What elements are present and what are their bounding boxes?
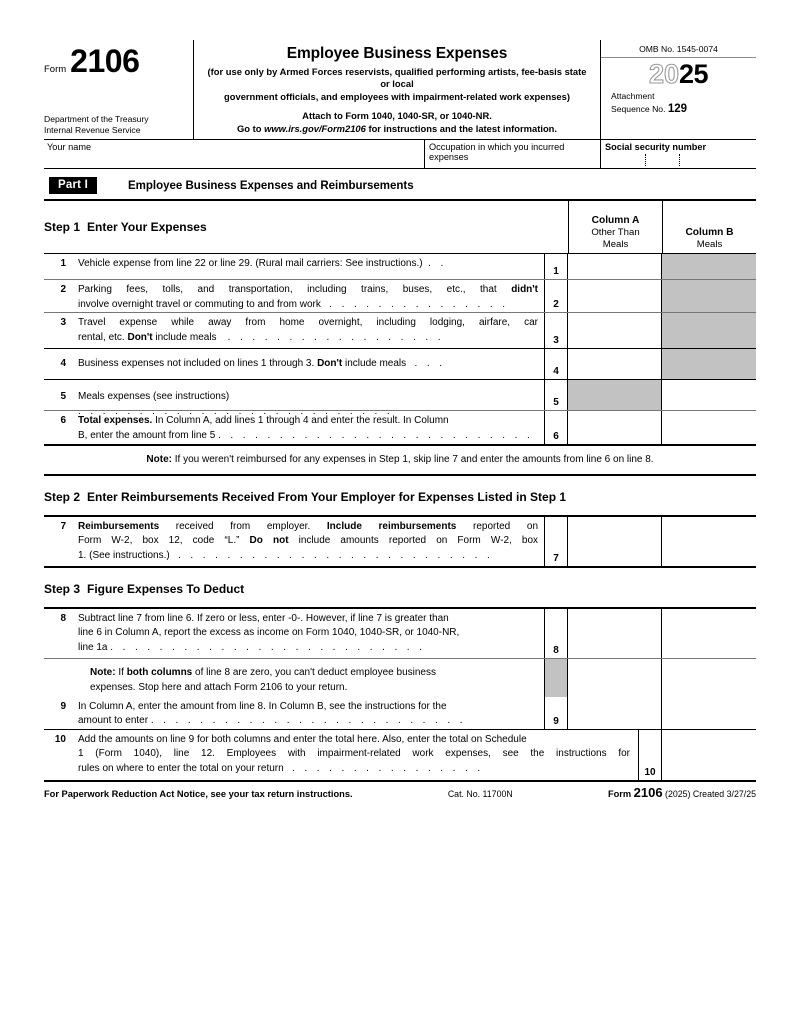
line-3-emphasis: Don't bbox=[127, 331, 153, 343]
line-5-box-number: 5 bbox=[544, 380, 568, 410]
step2-title: Enter Reimbursements Received From Your Employer for Expenses Listed in Step 1 bbox=[87, 489, 567, 504]
attachment-sequence-line bbox=[611, 102, 756, 116]
line-2-number: 2 bbox=[60, 284, 66, 296]
step3-title: Figure Expenses To Deduct bbox=[87, 581, 245, 596]
ssn-field[interactable] bbox=[601, 140, 756, 168]
header-right-block bbox=[601, 40, 756, 139]
attachment-label-1: Attachment bbox=[611, 91, 655, 101]
line-2-column-a-input[interactable] bbox=[568, 280, 662, 312]
step1-lines-grid bbox=[44, 254, 756, 446]
line-number-column-spacer bbox=[544, 201, 568, 253]
line-8-note-number-spacer bbox=[544, 659, 568, 697]
line-5-column-a-shaded bbox=[568, 380, 662, 410]
column-b-header bbox=[662, 201, 756, 253]
line-4-column-a-input[interactable] bbox=[568, 349, 662, 379]
line-2-label-a: Parking fees, tolls, and transportation, including trains, buses, etc., that bbox=[78, 284, 512, 296]
line-1-number: 1 bbox=[60, 258, 66, 270]
line-7-emphasis-a: Reimbursements bbox=[78, 520, 160, 532]
footer-year-created: (2025) Created 3/27/25 bbox=[665, 788, 756, 799]
department-line-2: Internal Revenue Service bbox=[44, 125, 141, 136]
line-3-leader: . . . . . . . . . . . . . . . . . . bbox=[227, 331, 444, 343]
line-1-text bbox=[78, 257, 538, 272]
line-9-text bbox=[78, 700, 538, 729]
paperwork-notice: For Paperwork Reduction Act Notice, see your tax return instructions. bbox=[44, 788, 353, 799]
attachment-sequence bbox=[601, 89, 756, 119]
line-10-label-a: Add the amounts on line 9 for both columns and enter the total here. Also, enter the total on Schedule bbox=[78, 733, 527, 745]
line-7-column-b-input[interactable] bbox=[662, 517, 756, 566]
line-2-leader: . . . . . . . . . . . . . . . bbox=[329, 298, 509, 310]
omb-number: OMB No. 1545-0074 bbox=[601, 40, 756, 58]
column-a-sub-1: Other Than bbox=[591, 226, 640, 238]
form-footer bbox=[44, 782, 756, 800]
line-4-text bbox=[78, 357, 538, 372]
line-3-number: 3 bbox=[60, 317, 66, 329]
line-8-label-c: line 1a bbox=[78, 641, 108, 653]
occupation-field[interactable] bbox=[425, 140, 601, 168]
department-line-1: Department of the Treasury bbox=[44, 114, 149, 125]
step1-note-label: Note: bbox=[146, 454, 172, 466]
attach-to-line: Attach to Form 1040, 1040-SR, or 1040-NR. bbox=[302, 110, 492, 122]
line-3-row bbox=[44, 312, 756, 348]
line-6-row bbox=[44, 410, 756, 444]
line-10-row bbox=[44, 729, 756, 780]
line-3-description bbox=[44, 313, 544, 348]
step1-bottom-rule bbox=[44, 474, 756, 476]
line-2-box-number: 2 bbox=[544, 280, 568, 312]
line-10-description bbox=[44, 730, 638, 780]
goto-suffix: for instructions and the latest information. bbox=[365, 122, 558, 134]
goto-prefix: Go to bbox=[236, 122, 265, 134]
line-5-column-b-input[interactable] bbox=[662, 380, 756, 410]
header-left-block bbox=[44, 40, 194, 139]
line-8-note bbox=[44, 659, 544, 697]
line-2-text bbox=[78, 283, 538, 312]
step1-number: Step 1 bbox=[44, 220, 81, 235]
ssn-separator-2 bbox=[679, 154, 680, 166]
line-4-number: 4 bbox=[60, 358, 66, 370]
line-4-row bbox=[44, 348, 756, 379]
step2-lines-grid bbox=[44, 515, 756, 568]
line-8-row bbox=[44, 609, 756, 658]
line-3-column-b-shaded bbox=[662, 313, 756, 348]
occupation-field-label: Occupation in which you incurred expenses bbox=[429, 142, 565, 163]
line-3-label-b: rental, etc. bbox=[78, 331, 128, 343]
name-field-label: Your name bbox=[47, 142, 92, 153]
line-7-label-c: Form W-2, box 12, code “L.” bbox=[78, 535, 250, 547]
subtitle-line-1: (for use only by Armed Forces reservists, qualified performing artists, fee-basis state or local bbox=[207, 65, 587, 90]
line-6-column-a-input[interactable] bbox=[568, 411, 662, 444]
line-6-number: 6 bbox=[60, 415, 66, 427]
ssn-field-label: Social security number bbox=[605, 142, 707, 153]
line-10-label-b: 1 (Form 1040), line 12. Employees with impairment-related work expenses, see the instructions for bbox=[78, 748, 630, 760]
line-7-label-b: reported on bbox=[456, 520, 539, 532]
line-9-leader: . . . . . . . . . . . . . . . . . . . . . . . . . . bbox=[150, 715, 466, 727]
line-10-leader: . . . . . . . . . . . . . . . . bbox=[292, 762, 484, 774]
line-8-note-column-b-input[interactable] bbox=[662, 659, 756, 697]
line-10-total-input[interactable] bbox=[662, 730, 756, 780]
line-10-text bbox=[78, 733, 630, 777]
line-8-note-row bbox=[44, 658, 756, 697]
line-6-label-a: In Column A, add lines 1 through 4 and enter the result. In Column bbox=[152, 415, 449, 427]
column-a-title: Column A bbox=[591, 214, 640, 226]
line-7-label-e: 1. (See instructions.) bbox=[78, 549, 170, 561]
line-8-note-b: of line 8 are zero, you can't deduct employee business bbox=[192, 666, 436, 678]
line-9-column-a-input[interactable] bbox=[568, 697, 662, 729]
line-10-label-c: rules on where to enter the total on your return bbox=[78, 762, 284, 774]
form-2106 bbox=[44, 40, 756, 800]
form-subtitle bbox=[202, 66, 592, 104]
line-9-number: 9 bbox=[60, 700, 66, 712]
column-b-title: Column B bbox=[685, 227, 734, 239]
subtitle-line-2: government officials, and employees with impairment-related work expenses) bbox=[224, 90, 570, 102]
part-1-tag: Part I bbox=[49, 177, 97, 194]
line-8-column-b-input[interactable] bbox=[662, 609, 756, 658]
line-5-label: Meals expenses (see instructions) bbox=[78, 391, 230, 403]
line-2-emphasis: didn't bbox=[511, 284, 538, 296]
line-7-box-number: 7 bbox=[544, 517, 568, 566]
step2-heading bbox=[44, 490, 756, 504]
line-7-description bbox=[44, 517, 544, 566]
line-8-description bbox=[44, 609, 544, 658]
line-1-row bbox=[44, 254, 756, 279]
line-6-text bbox=[78, 414, 538, 443]
line-7-text bbox=[78, 520, 538, 564]
line-3-label-a: Travel expense while away from home overnight, including lodging, airfare, car bbox=[78, 317, 538, 329]
line-2-label-b: involve overnight travel or commuting to and from work bbox=[78, 298, 321, 310]
column-b-sub-1: Meals bbox=[696, 239, 723, 251]
line-8-note-label: Note: bbox=[90, 666, 116, 678]
footer-form-word: Form bbox=[607, 788, 632, 799]
line-7-column-a-input[interactable] bbox=[568, 517, 662, 566]
step3-lines-grid bbox=[44, 607, 756, 782]
line-6-box-number: 6 bbox=[544, 411, 568, 444]
line-3-box-number: 3 bbox=[544, 313, 568, 348]
line-7-emphasis-b: Include reimbursements bbox=[326, 520, 457, 532]
header-center-block bbox=[194, 40, 601, 139]
tax-year-century: 20 bbox=[648, 59, 679, 89]
line-8-text bbox=[78, 612, 538, 656]
goto-url-line bbox=[202, 123, 592, 136]
form-identifier bbox=[44, 40, 187, 77]
line-1-leader: . . bbox=[428, 258, 447, 270]
step1-title: Enter Your Expenses bbox=[87, 220, 207, 235]
line-5-number: 5 bbox=[60, 391, 66, 403]
step1-column-header-band bbox=[44, 201, 756, 254]
line-1-column-a-input[interactable] bbox=[568, 254, 662, 279]
line-4-box-number: 4 bbox=[544, 349, 568, 379]
line-8-note-emphasis: both columns bbox=[126, 666, 193, 678]
line-9-column-b-input[interactable] bbox=[662, 697, 756, 729]
line-4-leader: . . . bbox=[414, 358, 446, 370]
line-7-row bbox=[44, 517, 756, 566]
column-a-sub-2: Meals bbox=[602, 239, 629, 251]
taxpayer-identity-row bbox=[44, 140, 756, 169]
step1-note-text: If you weren't reimbursed for any expenses in Step 1, skip line 7 and enter the amounts from line 6 on line 8. bbox=[171, 454, 654, 466]
attach-instructions bbox=[202, 110, 592, 135]
line-1-description bbox=[44, 254, 544, 279]
line-9-box-number: 9 bbox=[544, 697, 568, 729]
line-1-label: Vehicle expense from line 22 or line 29. (Rural mail carriers: See instructions.) bbox=[78, 258, 423, 270]
line-8-label-b: line 6 in Column A, report the excess as income on Form 1040, 1040-SR, or 1040-NR, bbox=[78, 627, 460, 639]
line-3-label-c: include meals bbox=[152, 331, 217, 343]
form-number: 2106 bbox=[70, 43, 140, 79]
part-1-banner bbox=[44, 177, 756, 201]
step1-heading-text bbox=[44, 220, 207, 234]
column-a-header bbox=[568, 201, 662, 253]
footer-form-number: 2106 bbox=[633, 784, 663, 800]
line-8-note-a: If bbox=[115, 666, 127, 678]
attachment-sequence-number: 129 bbox=[667, 102, 688, 115]
step2-number: Step 2 bbox=[44, 489, 81, 504]
line-8-leader: . . . . . . . . . . . . . . . . . . . . . . . . . . bbox=[110, 641, 426, 653]
line-10-number: 10 bbox=[54, 733, 66, 745]
line-9-label-a: In Column A, enter the amount from line 8. In Column B, see the instructions for the bbox=[78, 700, 447, 712]
line-2-description bbox=[44, 280, 544, 312]
step3-heading bbox=[44, 582, 756, 596]
line-9-row bbox=[44, 697, 756, 729]
line-8-label-a: Subtract line 7 from line 6. If zero or less, enter -0-. However, if line 7 is greater than bbox=[78, 612, 449, 624]
line-7-label-d: include amounts reported on Form W-2, box bbox=[288, 535, 539, 547]
line-4-label-b: include meals bbox=[342, 358, 407, 370]
line-5-row bbox=[44, 379, 756, 417]
form-title: Employee Business Expenses bbox=[286, 45, 508, 62]
line-5-description bbox=[44, 380, 544, 417]
line-3-column-a-input[interactable] bbox=[568, 313, 662, 348]
line-4-description bbox=[44, 349, 544, 379]
line-6-column-b-input[interactable] bbox=[662, 411, 756, 444]
line-10-box-number: 10 bbox=[638, 730, 662, 780]
issuing-department bbox=[44, 114, 187, 139]
line-8-note-column-a-input[interactable] bbox=[568, 659, 662, 697]
form-header bbox=[44, 40, 756, 140]
ssn-separator-1 bbox=[645, 154, 646, 166]
line-8-note-text bbox=[44, 659, 544, 701]
line-8-column-a-input[interactable] bbox=[568, 609, 662, 658]
line-4-label-a: Business expenses not included on lines 1 through 3. bbox=[78, 358, 318, 370]
tax-year bbox=[601, 58, 756, 89]
irs-url[interactable]: www.irs.gov/Form2106 bbox=[264, 122, 366, 134]
tax-year-digits: 25 bbox=[679, 59, 709, 89]
step1-heading bbox=[44, 201, 544, 253]
line-1-column-b-shaded bbox=[662, 254, 756, 279]
line-9-label-b: amount to enter bbox=[78, 715, 149, 727]
line-2-row bbox=[44, 279, 756, 312]
catalog-number: Cat. No. 11700N bbox=[447, 788, 513, 799]
step1-note bbox=[44, 446, 756, 474]
line-1-box-number: 1 bbox=[544, 254, 568, 279]
footer-form-id bbox=[608, 785, 756, 800]
line-3-text bbox=[78, 316, 538, 345]
line-2-column-b-shaded bbox=[662, 280, 756, 312]
line-7-number: 7 bbox=[60, 520, 66, 532]
name-field[interactable] bbox=[44, 140, 425, 168]
line-6-description bbox=[44, 411, 544, 444]
line-8-number: 8 bbox=[60, 612, 66, 624]
line-4-emphasis: Don't bbox=[317, 358, 343, 370]
step3-number: Step 3 bbox=[44, 581, 81, 596]
line-5-leader: . . . . . . . . . . . . . . . . . . . . . . . . . . bbox=[78, 405, 394, 417]
part-1-title: Employee Business Expenses and Reimbursements bbox=[127, 179, 414, 192]
line-6-emphasis: Total expenses. bbox=[78, 415, 153, 427]
attachment-label-2: Sequence No. bbox=[611, 103, 666, 114]
line-4-column-b-shaded bbox=[662, 349, 756, 379]
line-8-note-c: expenses. Stop here and attach Form 2106 to your return. bbox=[90, 681, 348, 693]
line-7-emphasis-c: Do not bbox=[249, 535, 289, 547]
line-8-box-number: 8 bbox=[544, 609, 568, 658]
line-7-leader: . . . . . . . . . . . . . . . . . . . . . . . . . . bbox=[178, 549, 494, 561]
line-7-label-a: received from employer. bbox=[159, 520, 327, 532]
line-6-label-b: B, enter the amount from line 5 bbox=[78, 429, 216, 441]
line-9-description bbox=[44, 697, 544, 729]
form-word-label: Form bbox=[44, 64, 67, 75]
line-6-leader: . . . . . . . . . . . . . . . . . . . . . . . . . . bbox=[218, 429, 534, 441]
